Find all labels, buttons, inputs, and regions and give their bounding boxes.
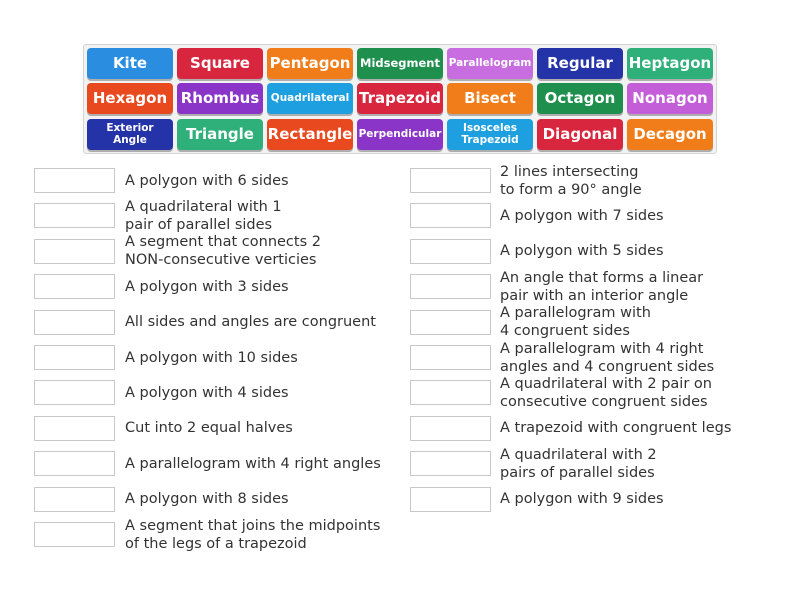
clue-text: A polygon with 6 sides bbox=[125, 172, 289, 189]
tile-decagon[interactable]: Decagon bbox=[627, 119, 713, 150]
answer-slot[interactable] bbox=[34, 274, 115, 299]
clue-text: 2 lines intersecting to form a 90° angle bbox=[500, 163, 642, 198]
clue-text: A polygon with 3 sides bbox=[125, 278, 289, 295]
answer-slot[interactable] bbox=[34, 380, 115, 405]
answer-slot[interactable] bbox=[410, 416, 491, 441]
answer-slot[interactable] bbox=[410, 451, 491, 476]
answer-slot[interactable] bbox=[34, 168, 115, 193]
clue-text: A polygon with 10 sides bbox=[125, 349, 298, 366]
tile-heptagon[interactable]: Heptagon bbox=[627, 48, 713, 79]
clue-text: A polygon with 7 sides bbox=[500, 207, 664, 224]
answer-slot[interactable] bbox=[410, 310, 491, 335]
clue-text: A polygon with 8 sides bbox=[125, 491, 289, 508]
tile-square[interactable]: Square bbox=[177, 48, 263, 79]
clue-text: A parallelogram with 4 congruent sides bbox=[500, 305, 651, 340]
clue-text: A segment that connects 2 NON-consecutive verticies bbox=[125, 234, 321, 269]
tile-isosceles-trapezoid[interactable]: Isosceles Trapezoid bbox=[447, 119, 533, 150]
tile-kite[interactable]: Kite bbox=[87, 48, 173, 79]
tile-triangle[interactable]: Triangle bbox=[177, 119, 263, 150]
tile-parallelogram[interactable]: Parallelogram bbox=[447, 48, 533, 79]
tile-regular[interactable]: Regular bbox=[537, 48, 623, 79]
answer-slot[interactable] bbox=[34, 203, 115, 228]
tile-rhombus[interactable]: Rhombus bbox=[177, 83, 263, 114]
tile-perpendicular[interactable]: Perpendicular bbox=[357, 119, 443, 150]
answer-slot[interactable] bbox=[34, 239, 115, 264]
clue-text: A quadrilateral with 2 pairs of parallel sides bbox=[500, 446, 657, 481]
clue-text: All sides and angles are congruent bbox=[125, 314, 376, 331]
clue-text: A segment that joins the midpoints of the legs of a trapezoid bbox=[125, 517, 381, 552]
clue-text: A polygon with 9 sides bbox=[500, 491, 664, 508]
answer-slot[interactable] bbox=[410, 345, 491, 370]
answer-slot[interactable] bbox=[34, 310, 115, 335]
tile-pentagon[interactable]: Pentagon bbox=[267, 48, 353, 79]
tile-midsegment[interactable]: Midsegment bbox=[357, 48, 443, 79]
answer-slot[interactable] bbox=[410, 168, 491, 193]
clue-text: A quadrilateral with 2 pair on consecutive congruent sides bbox=[500, 375, 712, 410]
tile-bisect[interactable]: Bisect bbox=[447, 83, 533, 114]
clue-text: Cut into 2 equal halves bbox=[125, 420, 293, 437]
tile-trapezoid[interactable]: Trapezoid bbox=[357, 83, 443, 114]
tile-quadrilateral[interactable]: Quadrilateral bbox=[267, 83, 353, 114]
answer-slot[interactable] bbox=[34, 522, 115, 547]
answer-slot[interactable] bbox=[410, 239, 491, 264]
answer-slot[interactable] bbox=[34, 487, 115, 512]
tile-exterior-angle[interactable]: Exterior Angle bbox=[87, 119, 173, 150]
clue-text: A parallelogram with 4 right angles bbox=[125, 455, 381, 472]
tile-hexagon[interactable]: Hexagon bbox=[87, 83, 173, 114]
clue-text: A trapezoid with congruent legs bbox=[500, 420, 732, 437]
clue-text: A quadrilateral with 1 pair of parallel sides bbox=[125, 198, 282, 233]
answer-slot[interactable] bbox=[34, 345, 115, 370]
clue-text: A polygon with 5 sides bbox=[500, 243, 664, 260]
tile-diagonal[interactable]: Diagonal bbox=[537, 119, 623, 150]
answer-slot[interactable] bbox=[34, 416, 115, 441]
answer-slot[interactable] bbox=[410, 203, 491, 228]
answer-slot[interactable] bbox=[34, 451, 115, 476]
tile-rectangle[interactable]: Rectangle bbox=[267, 119, 353, 150]
tile-octagon[interactable]: Octagon bbox=[537, 83, 623, 114]
answer-slot[interactable] bbox=[410, 380, 491, 405]
tile-nonagon[interactable]: Nonagon bbox=[627, 83, 713, 114]
clue-text: A parallelogram with 4 right angles and 4 congruent sides bbox=[500, 340, 715, 375]
answer-slot[interactable] bbox=[410, 487, 491, 512]
answer-slot[interactable] bbox=[410, 274, 491, 299]
clue-text: An angle that forms a linear pair with an interior angle bbox=[500, 269, 704, 304]
clue-text: A polygon with 4 sides bbox=[125, 384, 289, 401]
